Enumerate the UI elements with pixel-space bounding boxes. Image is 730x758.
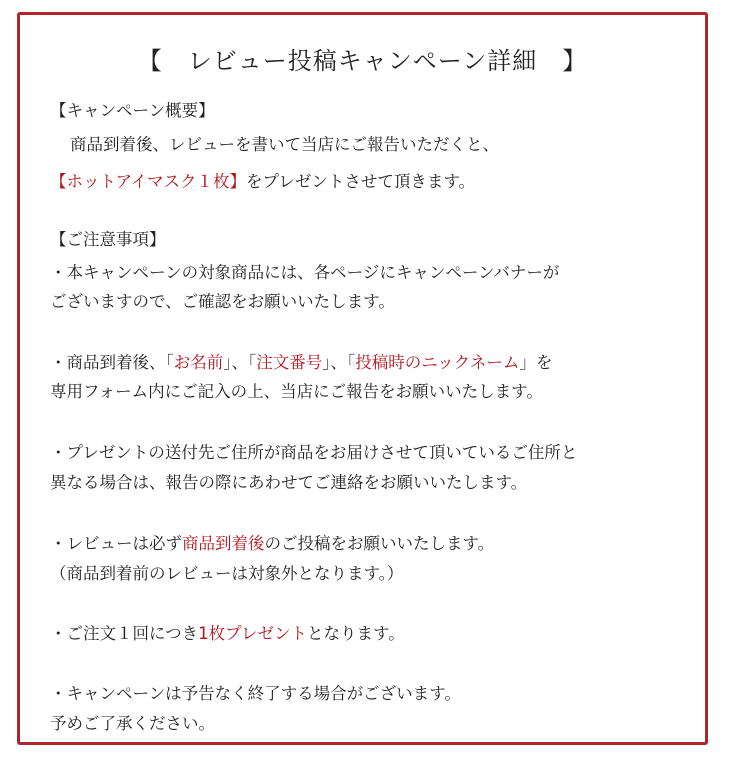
note-3-line-2: 異なる場合は、報告の際にあわせてご連絡をお願いいたします。 (50, 473, 528, 492)
overview-text: 商品到着後、レビューを書いて当店にご報告いただくと、 (70, 135, 499, 154)
note-5-line (50, 622, 405, 646)
page-title: 【 レビュー投稿キャンペーン詳細 】 (137, 47, 588, 75)
note-4-text-a: ・レビューは必ず (50, 534, 182, 553)
one-gift-highlight: 1枚プレゼント (198, 624, 308, 643)
note-4-text-b: のご投稿をお願いいたします。 (264, 534, 495, 553)
gift-text: をプレゼントさせて頂きます。 (246, 172, 476, 191)
note-5-text-b: となります。 (307, 624, 405, 643)
overview-gift-line (50, 170, 475, 194)
note-2-line-1 (50, 351, 552, 375)
note-2-line-2: 専用フォーム内にご記入の上、当店にご報告をお願いいたします。 (50, 382, 543, 401)
after-arrival-highlight: 商品到着後 (182, 534, 265, 553)
note-6-line-2: 予めご了承ください。 (50, 714, 215, 733)
note-2-text-a: ・商品到着後、「 (50, 353, 174, 372)
note-1-line-1: ・本キャンペーンの対象商品には、各ページにキャンペーンバナーが (50, 263, 560, 282)
order-number-highlight: 注文番号 (256, 353, 323, 372)
note-2-text-d: 」を (519, 353, 553, 372)
notes-heading: 【ご注意事項】 (50, 230, 166, 249)
note-2-text-c: 」、「 (322, 353, 356, 372)
note-4-line-1 (50, 532, 494, 556)
note-4-line-2: （商品到着前のレビューは対象外となります。） (50, 564, 404, 583)
note-1-line-2: ございますので、ご確認をお願いいたします。 (50, 292, 395, 311)
overview-heading: 【キャンペーン概要】 (50, 101, 215, 120)
nickname-highlight: 投稿時のニックネーム (355, 353, 520, 372)
note-6-line-1: ・キャンペーンは予告なく終了する場合がございます。 (50, 684, 461, 703)
note-5-text-a: ・ご注文１回につき (50, 624, 199, 643)
gift-highlight: 【ホットアイマスク１枚】 (50, 172, 247, 191)
note-2-text-b: 」、「 (223, 353, 257, 372)
note-3-line-1: ・プレゼントの送付先ご住所が商品をお届けさせて頂いているご住所と (50, 443, 578, 462)
name-highlight: お名前 (173, 353, 224, 372)
campaign-details-box (17, 12, 708, 745)
